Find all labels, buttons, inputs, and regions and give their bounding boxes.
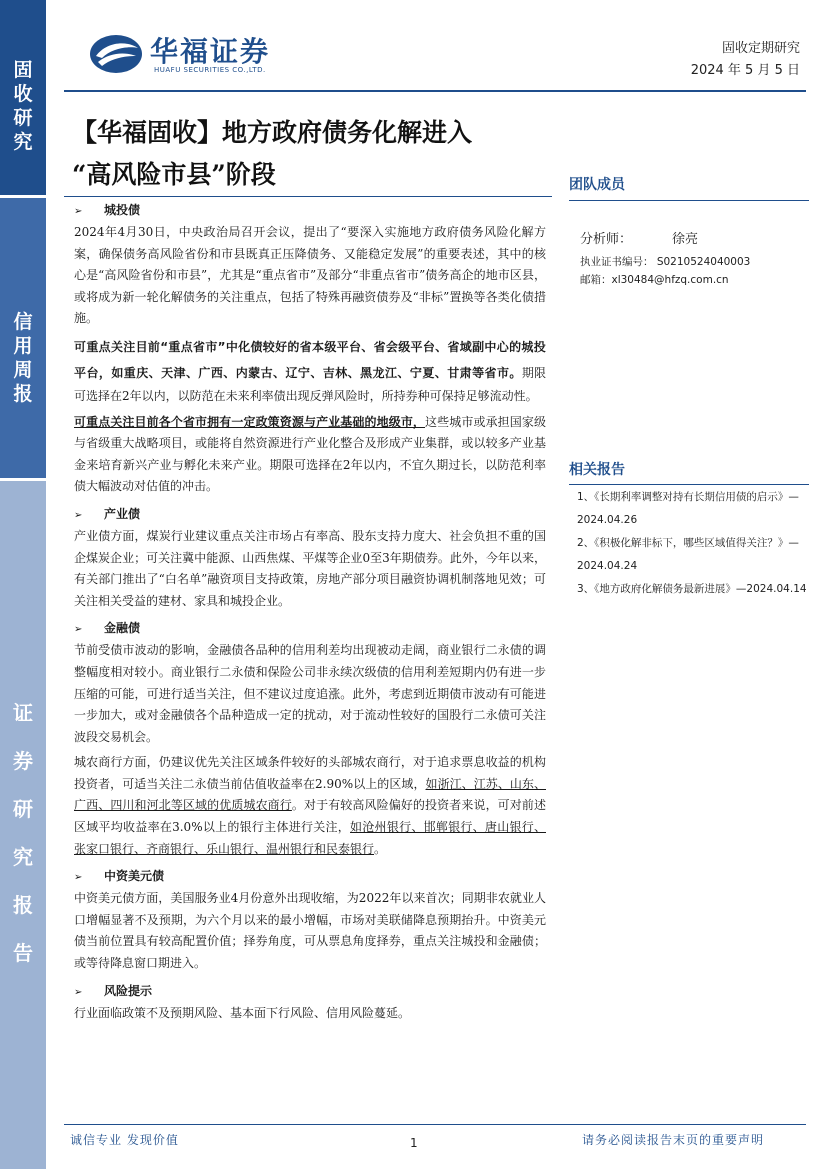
related-report-item[interactable]: 1、《长期利率调整对持有长期信用债的启示》—2024.04.26 [577, 491, 799, 526]
arrow-bullet-icon: ➢ [74, 986, 83, 998]
page-number: 1 [410, 1136, 418, 1150]
sidebar-report-kind-label: 信用周报 [13, 311, 33, 405]
related-report-item[interactable]: 3、《地方政府化解债务最新进展》—2024.04.14 [577, 583, 807, 595]
team-heading: 团队成员 [569, 174, 809, 201]
section-heading-chengtou: ➢ 城投债 [74, 198, 546, 222]
report-title-line2: “高风险市县”阶段 [72, 160, 276, 189]
sidebar-block-doc-type [0, 481, 46, 1169]
paragraph: 节前受债市波动的影响，金融债各品种的信用利差均出现被动走阔，商业银行二永债的调整幅度相对较小。商业银行二永债和保险公司非永续次级债的信用利差短期内仍有进一步压缩的可能，可进行适当关注，但不建议过度追涨。此外，考虑到近期债市波动有可能进一步加大，或对金融债各个品种造成一定的扰动，对于流动性较好的国股行二永债可关注波段交易机会。 [74, 643, 546, 744]
paragraph: 行业面临政策不及预期风险、基本面下行风险、信用风险蔓延。 [74, 1005, 411, 1020]
company-logo [88, 28, 298, 84]
left-sidebar [0, 0, 46, 1169]
analyst-cert: 执业证书编号： S0210524040003 [580, 256, 751, 268]
analyst-name: 徐亮 [672, 232, 699, 247]
paragraph: 可重点关注目前“重点省市”中化债较好的省本级平台、省会级平台、省域副中心的城投平台，如重庆、天津、广西、内蒙古、辽宁、吉林、黑龙江、宁夏、甘肃等省市。期限可选择在2年以内，以防范在未来利率债出现反弹风险时，所持券种可保持足够流动性。 [74, 339, 546, 403]
section-heading-industrial: ➢ 产业债 [74, 502, 546, 526]
report-date: 2024 年 5 月 5 日 [690, 63, 800, 78]
arrow-bullet-icon: ➢ [74, 509, 83, 521]
section-heading-financial: ➢ 金融债 [74, 616, 546, 640]
bold-highlight: 可重点关注目前各个省市拥有一定政策资源与产业基础的地级市， [74, 414, 426, 429]
footer-divider [64, 1124, 806, 1125]
report-body [74, 196, 546, 1028]
underlined-text: 如浙江、江苏、山东、广西、四川和河北等区域的优质城农商行 [74, 776, 546, 813]
report-title-line1: 【华福固收】地方政府债务化解进入 [72, 118, 473, 147]
underlined-text: 如沧州银行、邯郸银行、唐山银行、张家口银行、齐商银行、乐山银行、温州银行和民泰银行 [74, 820, 546, 856]
paragraph: 产业债方面，煤炭行业建议重点关注市场占有率高、股东支持力度大、社会负担不重的国企煤炭企业；可关注冀中能源、山西焦煤、平煤等企业0至3年期债券。此外，今年以来，有关部门推出了“白名单”融资项目支持政策，房地产部分项目融资协调机制落地见效；可关注相关受益的建材、家具和城投企业。 [74, 528, 546, 608]
analyst-label: 分析师： [580, 232, 633, 247]
related-reports-heading: 相关报告 [569, 459, 809, 485]
section-heading-risk: ➢ 风险提示 [74, 979, 546, 1003]
footer-slogan: 诚信专业 发现价值 [70, 1133, 179, 1147]
sidebar-block-category [0, 0, 46, 195]
paragraph: 可重点关注目前各个省市拥有一定政策资源与产业基础的地级市，这些城市或承担国家级与省级重大战略项目，或能将自然资源进行产业化整合及形成产业集群，或以较多产业基金来培育新兴产业与孵化未来产业。期限可选择在2年以内，不宜久期过长，以防范利率债大幅波动对估值的冲击。 [74, 414, 546, 494]
sidebar-doc-type-label: 证券研究报告 [13, 701, 33, 965]
sidebar-category-label: 固收研究 [13, 59, 33, 153]
header-divider [64, 90, 806, 92]
logo-english-name: HUAFU SECURITIES CO.,LTD. [154, 66, 266, 74]
paragraph: 中资美元债方面，美国服务业4月份意外出现收缩，为2022年以来首次；同期非农就业人口增幅显著不及预期，为六个月以来的最小增幅，市场对美联储降息预期抬升。中资美元债当前位置具有较高配置价值；择券角度，可从票息角度择券，重点关注城投和金融债；或等待降息窗口期进入。 [74, 891, 546, 971]
analyst-info [580, 228, 810, 289]
related-report-item[interactable]: 2、《积极化解非标下，哪些区域值得关注？》—2024.04.24 [577, 537, 799, 572]
arrow-bullet-icon: ➢ [74, 206, 83, 217]
paragraph: 城农商行方面，仍建议优先关注区域条件较好的头部城农商行，对于追求票息收益的机构投资者，可适当关注二永债当前估值收益率在2.90%以上的区域，如浙江、江苏、山东、广西、四川和河北等区域的优质城农商行。对于有较高风险偏好的投资者来说，可对前述区域平均收益率在3.0%以上的银行主体进行关注，如沧州银行、邯郸银行、唐山银行、张家口银行、齐商银行、乐山银行、温州银行和民泰银行。 [74, 755, 546, 856]
related-reports-list [577, 486, 815, 601]
paragraph: 2024年4月30日，中央政治局召开会议，提出了“要深入实施地方政府债务风险化解方案，确保债务高风险省份和市县既真正压降债务、又能稳定发展”的重要表述，其中的核心是“高风险省份和市县”，尤其是“重点省市”及部分“非重点省市”债务高企的地市区县，或将成为新一轮化解债务的关注重点，包括了特殊再融资债券及“非标”置换等各类化债措施。 [74, 225, 546, 326]
report-type: 固收定期研究 [721, 41, 800, 56]
analyst-row [580, 228, 810, 247]
footer-disclaimer: 请务必阅读报告末页的重要声明 [581, 1133, 764, 1147]
sidebar-block-report-kind [0, 198, 46, 478]
arrow-bullet-icon: ➢ [74, 872, 83, 884]
bold-highlight: 可重点关注目前“重点省市”中化债较好的省本级平台、省会级平台、省域副中心的城投平台，如重庆、天津、广西、内蒙古、辽宁、吉林、黑龙江、宁夏、甘肃等省市。 [74, 339, 546, 380]
analyst-email: 邮箱：xl30484@hfzq.com.cn [580, 274, 729, 286]
arrow-bullet-icon: ➢ [74, 624, 83, 636]
logo-chinese-name: 华福证券 [150, 35, 271, 68]
section-heading-usd-bonds: ➢ 中资美元债 [74, 864, 546, 888]
logo-mark-icon [88, 32, 144, 76]
report-title [72, 112, 552, 196]
header-meta [691, 38, 800, 82]
